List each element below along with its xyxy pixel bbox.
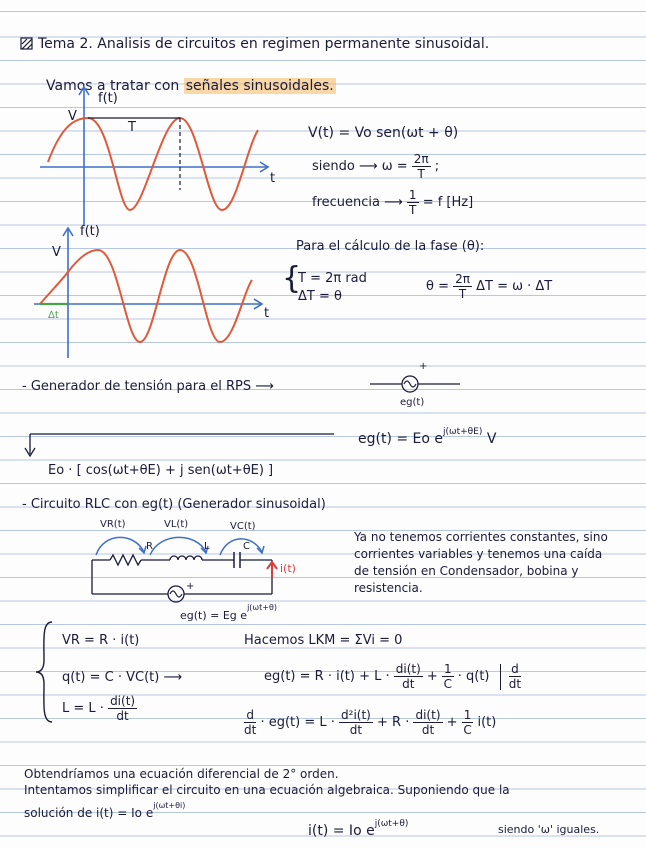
rlc-src-exp: j(ωt+θ) [247, 603, 277, 612]
graph-1-ylabel: f(t) [98, 91, 118, 106]
eq-deriv-e: i(t) [477, 715, 497, 730]
graph-2-vlabel: V [52, 245, 61, 260]
rlc-heading: - Circuito RLC con eg(t) (Generador sinusoidal) [22, 497, 326, 512]
eq-omega-prefix: siendo ⟶ ω = [312, 159, 408, 174]
footer-line-2: Intentamos simplificar el circuito en una ecuación algebraica. Suponiendo que la [24, 783, 510, 797]
rlc-note-line: corrientes variables y tenemos una caída [354, 547, 603, 561]
phase-heading: Para el cálculo de la fase (θ): [296, 239, 485, 254]
euler-form: Eo · [ cos(ωt+θE) + j sen(ωt+θE) ] [48, 463, 274, 478]
phase-sys-line2: ΔT = θ [298, 289, 342, 304]
footer-l3-base: solución de i(t) = Io e [24, 806, 154, 820]
eg-eq-exp: j(ωt+θE) [443, 427, 483, 437]
footer-l4-exp: j(ωt+θ) [374, 819, 409, 829]
footer-line-3 [24, 802, 185, 819]
eq-signal: V(t) = Vo sen(ωt + θ) [308, 125, 459, 141]
generator-label: - Generador de tensión para el RPS ⟶ [22, 379, 274, 394]
intro-highlight: señales sinusoidales. [185, 78, 334, 94]
eq-deriv-frac-2: $\frac{di(t)}{dt}$ [415, 708, 441, 737]
vl-label: VL(t) [164, 519, 189, 530]
phase-brace: { [282, 261, 302, 296]
rlc-note-line: resistencia. [354, 581, 423, 595]
source-plus: + [419, 361, 428, 372]
eq-deriv-frac-0: $\frac{d}{dt}$ [244, 708, 257, 737]
r-label: R [146, 541, 153, 552]
page-title: Tema 2. Analisis de circuitos en regimen permanente sinusoidal. [38, 36, 490, 52]
eq-lkm [264, 662, 521, 691]
graph-2-dtlabel: Δt [48, 310, 59, 321]
footer-l4-base: i(t) = Io e [308, 823, 375, 839]
phase-eq-prefix: θ = [426, 279, 449, 294]
graph-2-ylabel: f(t) [80, 224, 100, 239]
footer-note: siendo 'ω' iguales. [498, 823, 600, 836]
system-line-1: VR = R · i(t) [62, 633, 140, 648]
system-line-2: q(t) = C · VC(t) ⟶ [62, 670, 183, 685]
graph-1-vlabel: V [68, 109, 77, 124]
source-label: eg(t) [400, 397, 425, 408]
system-l3-prefix: L = L · [62, 701, 104, 716]
vr-label: VR(t) [100, 519, 126, 530]
eq-freq-prefix: frecuencia ⟶ [312, 195, 403, 210]
system-l3-frac: $\frac{di(t)}{dt}$ [110, 694, 136, 723]
rlc-src-base: eg(t) = Eg e [180, 609, 248, 622]
eq-freq-suffix: = f [Hz] [422, 195, 474, 210]
eq-omega-frac: $\frac{2\pi}{T}$ [413, 152, 429, 181]
eq-deriv-b: + R · [377, 715, 410, 730]
eq-lkm-c: · q(t) [457, 669, 490, 684]
footer-l3-exp: j(ωt+θi) [153, 801, 186, 810]
vc-label: VC(t) [230, 521, 256, 532]
rlc-source-plus: + [186, 581, 195, 592]
eq-deriv-a: · eg(t) = L · [260, 715, 335, 730]
eq-freq-frac: $\frac{1}{T}$ [408, 188, 417, 217]
eq-omega-suffix: ; [434, 159, 440, 174]
system-line-3 [62, 694, 137, 723]
eq-deriv-frac-3: $\frac{1}{C}$ [463, 708, 472, 737]
footer-line-1: Obtendríamos una ecuación diferencial de 2° orden. [24, 767, 339, 781]
graph-1-tlabel: T [128, 120, 136, 135]
eg-eq-base: eg(t) = Eo e [358, 431, 444, 447]
eq-deriv-frac-1: $\frac{\text{d²i(t)}}{dt}$ [341, 708, 371, 737]
eq-deriv [244, 708, 496, 737]
graph-2-xlabel: t [264, 306, 270, 321]
rlc-note-line: de tensión en Condensador, bobina y [354, 564, 579, 578]
c-label: C [243, 541, 250, 552]
lkm-statement: Hacemos LKM = ΣVi = 0 [244, 633, 403, 648]
graph-1-xlabel: t [270, 171, 276, 186]
eg-eq-unit: V [486, 431, 497, 447]
l-label: L [204, 541, 210, 552]
eq-lkm-frac-2: $\frac{1}{C}$ [443, 662, 452, 691]
eq-lkm-a: eg(t) = R · i(t) + L · [264, 669, 390, 684]
current-label: i(t) [280, 562, 296, 575]
eq-deriv-c: + [446, 715, 458, 730]
phase-eq-frac: $\frac{2\pi}{T}$ [455, 272, 470, 301]
eq-lkm-frac-1: $\frac{di(t)}{dt}$ [395, 662, 421, 691]
phase-eq-suffix: ΔT = ω · ΔT [476, 279, 553, 294]
eq-lkm-frac-3: $\frac{d}{dt}$ [508, 662, 522, 691]
footer-line-4 [308, 820, 408, 838]
intro-prefix: Vamos a tratar con [46, 78, 180, 94]
eq-lkm-b: + [426, 669, 438, 684]
rlc-note-line: Ya no tenemos corrientes constantes, sino [354, 530, 608, 544]
phase-sys-line1: T = 2π rad [298, 271, 367, 286]
